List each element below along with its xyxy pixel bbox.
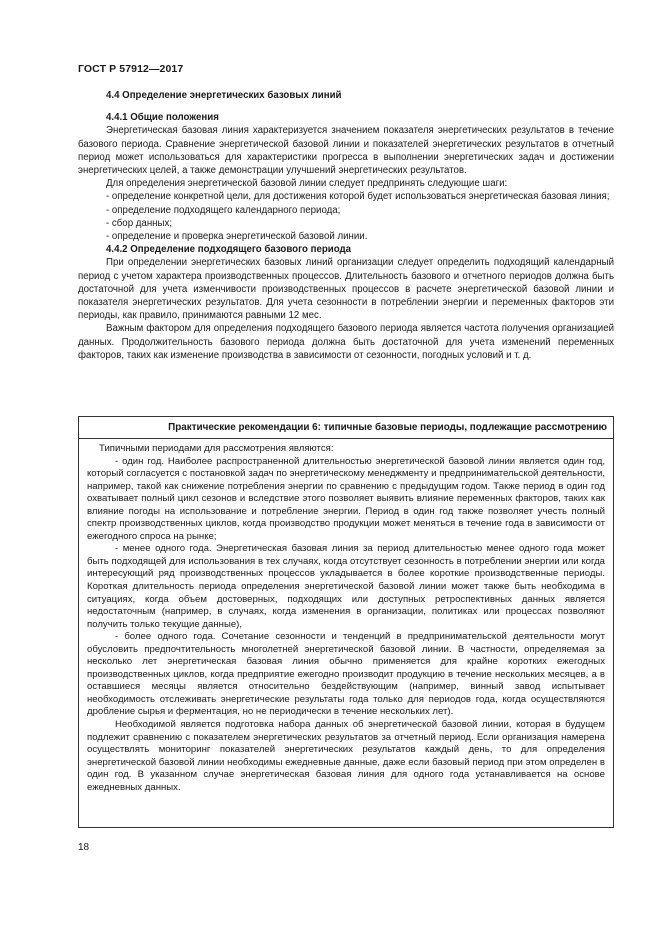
box-item-more-than-year: - более одного года. Сочетание сезонности и тенденций в предпринимательской деятельности могут обусловить предпочтительность многолетней энергетической базовой линии. В частности, определяемая за несколько лет энергетическая базовая линия обычно применяется для крайне коротких ежегодных производственных циклов, когда предприятие ежегодно производит продукцию в течение нескольких месяцев, а в оставшиеся месяцы является относительно бездействующим (например, винный завод испытывает необходимость отслеживать энергетические результаты года только для периодов года, когда осуществляются дробление сырья и ферментация, но не периодически в течение нескольких лет). [87, 631, 605, 718]
page-number: 18 [78, 842, 90, 853]
box-item-less-than-year: - менее одного года. Энергетическая базовая линия за период длительностью менее одного года может быть подходящей для использования в тех случаях, когда отсутствует сезонность в потреблении энергии или когда интересующий ряд производственных процессов укладывается в более короткие производственные периоды. Короткая длительность периода определения энергетической базовой линии может также быть необходима в ситуациях, когда объем достоверных, подходящих или доступных ретроспективных данных является недостаточным (например, в случаях, когда изменения в организации, политиках или процессах позволяют получить только текущие данные), [87, 543, 605, 630]
recommendation-box-title: Практические рекомендации 6: типичные базовые периоды, подлежащие рассмотрению [79, 417, 613, 439]
paragraph: Для определения энергетической базовой линии следует предпринять следующие шаги: [106, 178, 508, 190]
recommendation-box-body [79, 439, 613, 794]
subsection-title-base-period: 4.4.2 Определение подходящего базового периода [106, 244, 352, 256]
paragraph: Энергетическая базовая линия характеризуется значением показателя энергетических результатов в течение базового периода. Сравнение энергетической базовой линии и показателей энергетических результатов в отчетный период может использоваться для характеристики прогресса в выполнении энергетических задач и достижении энергетических целей, а также демонстрации улучшений энергетических результатов. [78, 125, 614, 177]
box-item-one-year: - один год. Наиболее распространенной длительностью энергетической базовой линии является один год, который согласуется с постановкой задач по энергетическому менеджменту и предпринимательской деятельности, например, такой как снижение потребления энергии по сравнению с предыдущим годом. Также период в один год охватывает полный цикл сезонов и вследствие этого позволяет выявить влияние переменных факторов, таких как влияние погоды на использование и потребление энергии. Период в один год также позволяет учесть полный спектр производственных циклов, когда производство продукции может меняться в течение года в зависимости от ежегодного спроса на рынке; [87, 455, 605, 542]
list-item: - определение подходящего календарного периода; [106, 204, 341, 216]
main-text [78, 89, 614, 362]
subsection-title-general: 4.4.1 Общие положения [106, 112, 219, 124]
paragraph: При определении энергетических базовых линий организации следует определить подходящий календарный период с учетом характера производственных процессов. Длительность базового и отчетного периодов должна быть достаточной для учета изменчивости производственных процессов в расчете энергетической базовой линии и показателя энергетических результатов. Для учета сезонности в потреблении энергии и переменных факторов эти периоды, как правило, принимаются равными 12 мес. [78, 257, 614, 322]
paragraph: Важным фактором для определения подходящего базового периода является частота получения организацией данных. Продолжительность базового периода должна быть достаточной для учета изменений переменных факторов, таких как изменение производства в зависимости от сезонности, погодных условий и т. д. [78, 323, 614, 361]
document-header: ГОСТ Р 57912—2017 [78, 63, 184, 75]
section-title: 4.4 Определение энергетических базовых линий [106, 90, 342, 101]
list-item: - определение и проверка энергетической базовой линии. [106, 231, 368, 243]
list-item: - определение конкретной цели, для достижения которой будет использоваться энергетическая базовая линия; [106, 191, 610, 203]
list-item: - сбор данных; [106, 217, 173, 229]
box-intro: Типичными периодами для рассмотрения являются: [99, 443, 334, 454]
recommendation-box [78, 416, 614, 828]
box-closing-paragraph: Необходимой является подготовка набора данных об энергетической базовой линии, которая в будущем подлежит сравнению с показателем энергетических результатов за отчетный период. Если организация намерена осуществлять мониторинг показателей энергетических результатов каждый день, то для определения энергетической базовой линии необходимы ежедневные данные, даже если базовый период при этом определен в один год. В указанном случае энергетическая базовая линия для одного года устанавливается на основе ежедневных данных. [87, 719, 605, 793]
